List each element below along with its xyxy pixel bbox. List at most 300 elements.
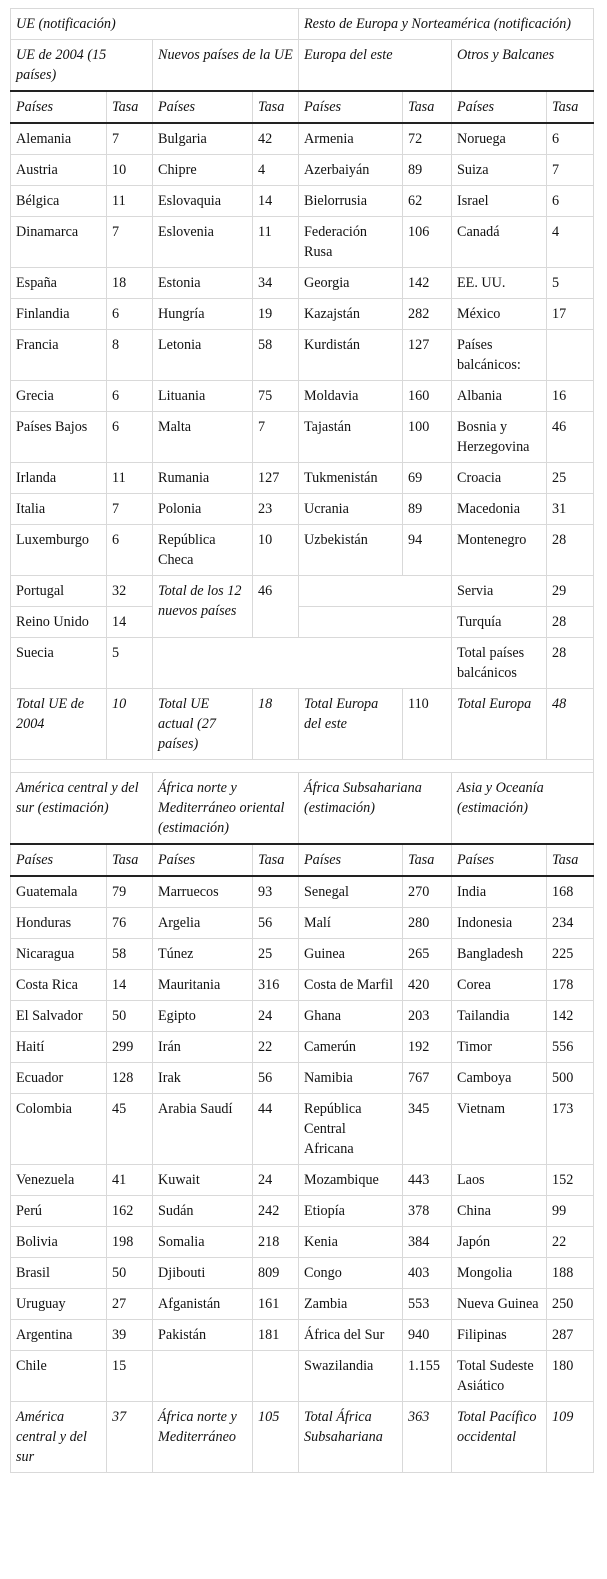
rate-cell: 280 — [403, 908, 452, 939]
rate-cell: 62 — [403, 186, 452, 217]
table-row — [11, 155, 594, 186]
total-value: 105 — [253, 1402, 299, 1473]
col-label-country: Países — [452, 91, 547, 123]
country-cell: El Salvador — [11, 1001, 107, 1032]
country-cell: Djibouti — [153, 1258, 253, 1289]
table-row — [11, 1289, 594, 1320]
rate-cell: 11 — [107, 463, 153, 494]
rate-cell: 72 — [403, 123, 452, 155]
table-row — [11, 1063, 594, 1094]
rate-cell: 234 — [547, 908, 594, 939]
country-cell: Letonia — [153, 330, 253, 381]
empty-cell — [299, 576, 452, 607]
rate-cell: 93 — [253, 876, 299, 908]
col-label-country: Países — [11, 91, 107, 123]
col-label-rate: Tasa — [107, 844, 153, 876]
rate-cell: 50 — [107, 1001, 153, 1032]
country-cell: Camboya — [452, 1063, 547, 1094]
table-row — [11, 268, 594, 299]
rate-cell: 44 — [253, 1094, 299, 1165]
country-cell: Kuwait — [153, 1165, 253, 1196]
country-cell: Kurdistán — [299, 330, 403, 381]
col-label-country: Países — [11, 844, 107, 876]
rate-cell: 127 — [253, 463, 299, 494]
rate-cell: 10 — [253, 525, 299, 576]
rate-cell: 178 — [547, 970, 594, 1001]
rate-cell: 282 — [403, 299, 452, 330]
total-label: Total Pacífico occidental — [452, 1402, 547, 1473]
rate-cell: 556 — [547, 1032, 594, 1063]
country-cell: Alemania — [11, 123, 107, 155]
country-cell: Vietnam — [452, 1094, 547, 1165]
country-cell: Afganistán — [153, 1289, 253, 1320]
country-cell: India — [452, 876, 547, 908]
rate-cell: 99 — [547, 1196, 594, 1227]
country-cell: Haití — [11, 1032, 107, 1063]
table-row — [11, 1258, 594, 1289]
rate-cell: 7 — [253, 412, 299, 463]
rate-cell: 6 — [107, 381, 153, 412]
country-cell: Servia — [452, 576, 547, 607]
country-cell: Nueva Guinea — [452, 1289, 547, 1320]
country-cell: Hungría — [153, 299, 253, 330]
total-nuevos-value: 46 — [253, 576, 299, 638]
rate-cell: 5 — [547, 268, 594, 299]
rate-cell: 10 — [107, 155, 153, 186]
country-cell: Honduras — [11, 908, 107, 939]
total-value: 363 — [403, 1402, 452, 1473]
rate-cell: 378 — [403, 1196, 452, 1227]
country-cell: Países Bajos — [11, 412, 107, 463]
rate-cell: 242 — [253, 1196, 299, 1227]
rate-cell: 767 — [403, 1063, 452, 1094]
col-label-country: Países — [153, 844, 253, 876]
group-header: África Subsahariana (estimación) — [299, 773, 452, 845]
country-cell: Eslovenia — [153, 217, 253, 268]
country-cell: Costa de Marfil — [299, 970, 403, 1001]
rate-cell: 316 — [253, 970, 299, 1001]
country-cell: Eslovaquia — [153, 186, 253, 217]
country-cell: Suiza — [452, 155, 547, 186]
country-cell: Albania — [452, 381, 547, 412]
rate-cell: 1.155 — [403, 1351, 452, 1402]
country-cell: Venezuela — [11, 1165, 107, 1196]
header-ue: UE (notificación) — [11, 9, 299, 40]
rate-cell: 188 — [547, 1258, 594, 1289]
rate-cell: 22 — [547, 1227, 594, 1258]
table-row — [11, 463, 594, 494]
country-cell: Bosnia y Herzegovina — [452, 412, 547, 463]
table-row — [11, 1320, 594, 1351]
country-cell: Ecuador — [11, 1063, 107, 1094]
col-label-rate: Tasa — [403, 844, 452, 876]
country-cell: Bélgica — [11, 186, 107, 217]
col-label-country: Países — [452, 844, 547, 876]
country-cell: Austria — [11, 155, 107, 186]
col-label-country: Países — [153, 91, 253, 123]
rate-cell: 24 — [253, 1165, 299, 1196]
country-cell: Nicaragua — [11, 939, 107, 970]
country-cell: Total países balcánicos — [452, 638, 547, 689]
country-cell: Bulgaria — [153, 123, 253, 155]
table-row — [11, 1094, 594, 1165]
country-cell: Turquía — [452, 607, 547, 638]
country-cell: Países balcánicos: — [452, 330, 547, 381]
rate-cell: 75 — [253, 381, 299, 412]
country-cell: Bielorrusia — [299, 186, 403, 217]
country-cell: Italia — [11, 494, 107, 525]
rate-cell: 4 — [547, 217, 594, 268]
rate-cell: 142 — [403, 268, 452, 299]
totals-row — [11, 689, 594, 760]
country-cell: Colombia — [11, 1094, 107, 1165]
rate-cell: 25 — [253, 939, 299, 970]
total-label: África norte y Mediterráneo — [153, 1402, 253, 1473]
section-world-header — [11, 773, 594, 877]
country-cell: Malí — [299, 908, 403, 939]
col-label-rate: Tasa — [253, 844, 299, 876]
country-cell: República Checa — [153, 525, 253, 576]
group-header: Europa del este — [299, 40, 452, 92]
rate-cell: 11 — [107, 186, 153, 217]
rate-cell: 142 — [547, 1001, 594, 1032]
group-header: Asia y Oceanía (estimación) — [452, 773, 594, 845]
group-header: África norte y Mediterráneo oriental (estimación) — [153, 773, 299, 845]
country-cell: Suecia — [11, 638, 107, 689]
col-label-rate: Tasa — [107, 91, 153, 123]
rate-cell: 39 — [107, 1320, 153, 1351]
table-row — [11, 412, 594, 463]
total-label: Total UE de 2004 — [11, 689, 107, 760]
country-cell: Ghana — [299, 1001, 403, 1032]
rate-cell: 28 — [547, 638, 594, 689]
rate-cell: 6 — [107, 525, 153, 576]
country-cell: Georgia — [299, 268, 403, 299]
total-value: 48 — [547, 689, 594, 760]
col-label-rate: Tasa — [253, 91, 299, 123]
group-header: Nuevos países de la UE — [153, 40, 299, 92]
country-cell: Noruega — [452, 123, 547, 155]
country-cell: Francia — [11, 330, 107, 381]
section-europe-rows — [11, 123, 594, 576]
country-cell: Azerbaiyán — [299, 155, 403, 186]
section-world-rows — [11, 876, 594, 1402]
rate-cell: 18 — [107, 268, 153, 299]
rate-cell: 500 — [547, 1063, 594, 1094]
rate-cell: 384 — [403, 1227, 452, 1258]
table-row — [11, 1196, 594, 1227]
rate-cell: 6 — [547, 123, 594, 155]
column-labels-row — [11, 844, 594, 876]
table-row — [11, 1032, 594, 1063]
country-cell: Mongolia — [452, 1258, 547, 1289]
country-cell: Macedonia — [452, 494, 547, 525]
rate-cell: 28 — [547, 525, 594, 576]
country-cell: EE. UU. — [452, 268, 547, 299]
rate-cell: 7 — [547, 155, 594, 186]
table-row — [11, 876, 594, 908]
header-resto-europa: Resto de Europa y Norteamérica (notificación) — [299, 9, 594, 40]
country-cell: Sudán — [153, 1196, 253, 1227]
table-row — [11, 381, 594, 412]
country-cell: África del Sur — [299, 1320, 403, 1351]
country-cell: Finlandia — [11, 299, 107, 330]
country-cell: Camerún — [299, 1032, 403, 1063]
country-cell: Armenia — [299, 123, 403, 155]
rate-cell: 250 — [547, 1289, 594, 1320]
rate-cell: 25 — [547, 463, 594, 494]
total-label: Total África Subsahariana — [299, 1402, 403, 1473]
col-label-rate: Tasa — [403, 91, 452, 123]
rate-cell: 8 — [107, 330, 153, 381]
rate-cell — [547, 330, 594, 381]
section-world-totals — [11, 1402, 594, 1473]
rate-cell: 299 — [107, 1032, 153, 1063]
rate-cell — [253, 1351, 299, 1402]
rate-cell: 100 — [403, 412, 452, 463]
country-cell: Chile — [11, 1351, 107, 1402]
table-row — [11, 1227, 594, 1258]
rate-cell: 192 — [403, 1032, 452, 1063]
country-cell: Marruecos — [153, 876, 253, 908]
country-cell: Brasil — [11, 1258, 107, 1289]
country-cell: Mauritania — [153, 970, 253, 1001]
total-label: Total Europa del este — [299, 689, 403, 760]
country-cell: Filipinas — [452, 1320, 547, 1351]
total-label: Total UE actual (27 países) — [153, 689, 253, 760]
spacer-row — [11, 760, 594, 773]
country-cell: Lituania — [153, 381, 253, 412]
country-cell: Bolivia — [11, 1227, 107, 1258]
table-row — [11, 607, 594, 638]
total-value: 37 — [107, 1402, 153, 1473]
rate-cell: 31 — [547, 494, 594, 525]
rate-cell: 809 — [253, 1258, 299, 1289]
section-europe-extra — [11, 576, 594, 773]
rate-cell: 50 — [107, 1258, 153, 1289]
rate-cell: 6 — [107, 299, 153, 330]
rate-cell: 24 — [253, 1001, 299, 1032]
country-cell: España — [11, 268, 107, 299]
rate-cell: 79 — [107, 876, 153, 908]
table-row — [11, 494, 594, 525]
table-row — [11, 525, 594, 576]
rate-cell: 940 — [403, 1320, 452, 1351]
country-cell: Total Sudeste Asiático — [452, 1351, 547, 1402]
rate-cell: 7 — [107, 123, 153, 155]
country-cell: República Central Africana — [299, 1094, 403, 1165]
rate-cell: 28 — [547, 607, 594, 638]
rate-cell: 56 — [253, 1063, 299, 1094]
country-cell — [153, 1351, 253, 1402]
country-cell: Irak — [153, 1063, 253, 1094]
group-header: UE de 2004 (15 países) — [11, 40, 153, 92]
country-cell: Moldavia — [299, 381, 403, 412]
country-cell: Senegal — [299, 876, 403, 908]
rate-cell: 34 — [253, 268, 299, 299]
table-row — [11, 123, 594, 155]
rate-cell: 69 — [403, 463, 452, 494]
country-cell: Egipto — [153, 1001, 253, 1032]
country-cell: Montenegro — [452, 525, 547, 576]
table-row — [11, 638, 594, 689]
country-cell: Luxemburgo — [11, 525, 107, 576]
country-cell: Uzbekistán — [299, 525, 403, 576]
rate-cell: 89 — [403, 494, 452, 525]
rate-cell: 14 — [253, 186, 299, 217]
rate-cell: 161 — [253, 1289, 299, 1320]
country-cell: Kazajstán — [299, 299, 403, 330]
rate-cell: 218 — [253, 1227, 299, 1258]
rate-cell: 181 — [253, 1320, 299, 1351]
rate-cell: 27 — [107, 1289, 153, 1320]
group-header: Otros y Balcanes — [452, 40, 594, 92]
table-row — [11, 186, 594, 217]
rate-cell: 14 — [107, 970, 153, 1001]
total-value: 18 — [253, 689, 299, 760]
totals-row — [11, 1402, 594, 1473]
group-header: América central y del sur (estimación) — [11, 773, 153, 845]
country-cell: Israel — [452, 186, 547, 217]
table-row — [11, 330, 594, 381]
rate-cell: 17 — [547, 299, 594, 330]
rate-cell: 270 — [403, 876, 452, 908]
empty-cell — [153, 638, 452, 689]
country-cell: Indonesia — [452, 908, 547, 939]
col-label-country: Países — [299, 844, 403, 876]
country-cell: Irán — [153, 1032, 253, 1063]
rate-cell: 287 — [547, 1320, 594, 1351]
country-cell: Ucrania — [299, 494, 403, 525]
country-cell: Etiopía — [299, 1196, 403, 1227]
country-cell: Namibia — [299, 1063, 403, 1094]
country-cell: Japón — [452, 1227, 547, 1258]
country-cell: Dinamarca — [11, 217, 107, 268]
rate-cell: 11 — [253, 217, 299, 268]
rate-cell: 7 — [107, 494, 153, 525]
table-row — [11, 576, 594, 607]
rate-cell: 203 — [403, 1001, 452, 1032]
country-cell: Tukmenistán — [299, 463, 403, 494]
rate-cell: 23 — [253, 494, 299, 525]
country-cell: Swazilandia — [299, 1351, 403, 1402]
country-cell: Estonia — [153, 268, 253, 299]
table-row — [11, 939, 594, 970]
country-cell: Guinea — [299, 939, 403, 970]
country-cell: Rumania — [153, 463, 253, 494]
country-cell: Mozambique — [299, 1165, 403, 1196]
rate-cell: 22 — [253, 1032, 299, 1063]
rate-cell: 106 — [403, 217, 452, 268]
rate-cell: 128 — [107, 1063, 153, 1094]
rate-cell: 76 — [107, 908, 153, 939]
col-label-rate: Tasa — [547, 91, 594, 123]
col-label-rate: Tasa — [547, 844, 594, 876]
rate-cell: 16 — [547, 381, 594, 412]
table-row — [11, 970, 594, 1001]
rate-cell: 15 — [107, 1351, 153, 1402]
rate-cell: 5 — [107, 638, 153, 689]
country-cell: Malta — [153, 412, 253, 463]
country-cell: Corea — [452, 970, 547, 1001]
country-cell: Portugal — [11, 576, 107, 607]
rates-table — [10, 8, 594, 1473]
country-cell: Reino Unido — [11, 607, 107, 638]
rate-cell: 42 — [253, 123, 299, 155]
rate-cell: 160 — [403, 381, 452, 412]
table-row — [11, 1165, 594, 1196]
country-cell: Laos — [452, 1165, 547, 1196]
rate-cell: 32 — [107, 576, 153, 607]
total-value: 109 — [547, 1402, 594, 1473]
country-cell: Croacia — [452, 463, 547, 494]
total-label: Total Europa — [452, 689, 547, 760]
rate-cell: 58 — [107, 939, 153, 970]
rate-cell: 345 — [403, 1094, 452, 1165]
column-labels-row — [11, 91, 594, 123]
table-row — [11, 1001, 594, 1032]
country-cell: Federación Rusa — [299, 217, 403, 268]
country-cell: Zambia — [299, 1289, 403, 1320]
rate-cell: 265 — [403, 939, 452, 970]
country-cell: Tailandia — [452, 1001, 547, 1032]
country-cell: Argentina — [11, 1320, 107, 1351]
country-cell: Grecia — [11, 381, 107, 412]
spacer-cell — [11, 760, 594, 773]
rate-cell: 152 — [547, 1165, 594, 1196]
rate-cell: 19 — [253, 299, 299, 330]
col-label-country: Países — [299, 91, 403, 123]
country-cell: Chipre — [153, 155, 253, 186]
rate-cell: 403 — [403, 1258, 452, 1289]
rate-cell: 162 — [107, 1196, 153, 1227]
rate-cell: 420 — [403, 970, 452, 1001]
rate-cell: 56 — [253, 908, 299, 939]
rate-cell: 180 — [547, 1351, 594, 1402]
country-cell: Kenia — [299, 1227, 403, 1258]
country-cell: Somalia — [153, 1227, 253, 1258]
rate-cell: 443 — [403, 1165, 452, 1196]
country-cell: Polonia — [153, 494, 253, 525]
rate-cell: 29 — [547, 576, 594, 607]
rate-cell: 225 — [547, 939, 594, 970]
country-cell: Guatemala — [11, 876, 107, 908]
total-value: 110 — [403, 689, 452, 760]
empty-cell — [299, 607, 452, 638]
rate-cell: 14 — [107, 607, 153, 638]
rate-cell: 4 — [253, 155, 299, 186]
rate-cell: 6 — [547, 186, 594, 217]
country-cell: Irlanda — [11, 463, 107, 494]
table-row — [11, 908, 594, 939]
rate-cell: 6 — [107, 412, 153, 463]
rate-cell: 173 — [547, 1094, 594, 1165]
rate-cell: 89 — [403, 155, 452, 186]
country-cell: Pakistán — [153, 1320, 253, 1351]
country-cell: Congo — [299, 1258, 403, 1289]
rate-cell: 41 — [107, 1165, 153, 1196]
country-cell: Costa Rica — [11, 970, 107, 1001]
rate-cell: 198 — [107, 1227, 153, 1258]
country-cell: Túnez — [153, 939, 253, 970]
country-cell: Arabia Saudí — [153, 1094, 253, 1165]
table-row — [11, 1351, 594, 1402]
country-cell: Canadá — [452, 217, 547, 268]
rate-cell: 58 — [253, 330, 299, 381]
country-cell: Tajastán — [299, 412, 403, 463]
country-cell: Bangladesh — [452, 939, 547, 970]
country-cell: Uruguay — [11, 1289, 107, 1320]
